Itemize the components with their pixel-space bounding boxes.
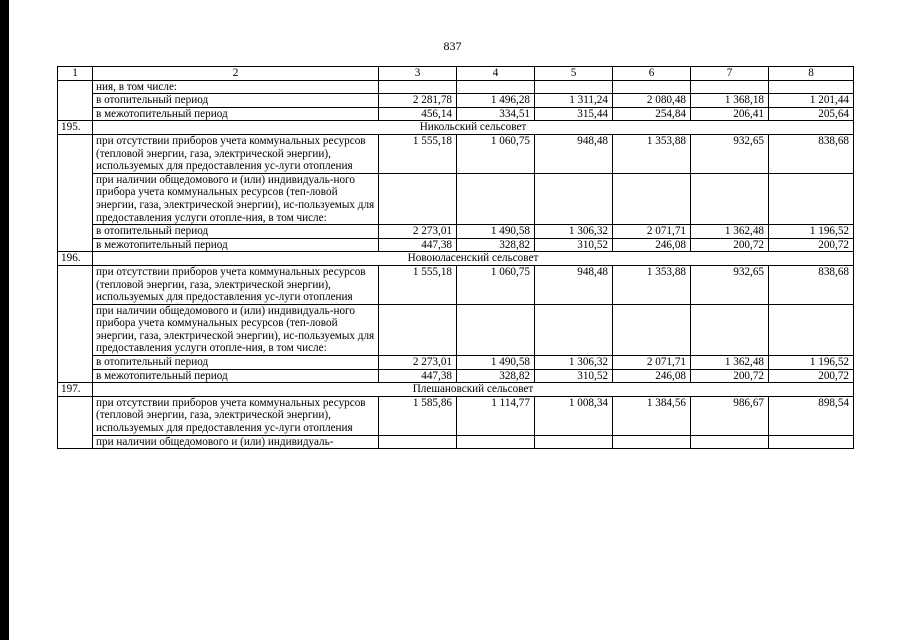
row-description: в межотопительный период <box>93 238 379 252</box>
value-cell <box>457 80 535 94</box>
value-cell <box>613 435 691 449</box>
header-cell: 3 <box>379 67 457 81</box>
value-cell: 206,41 <box>691 107 769 121</box>
value-cell: 1 353,88 <box>613 265 691 304</box>
value-cell <box>379 80 457 94</box>
value-cell <box>457 173 535 224</box>
table-row <box>58 265 854 304</box>
value-cell: 1 060,75 <box>457 265 535 304</box>
value-cell <box>535 80 613 94</box>
value-cell: 1 555,18 <box>379 134 457 173</box>
row-description: ния, в том числе: <box>93 80 379 94</box>
table-row <box>58 396 854 435</box>
value-cell: 200,72 <box>691 238 769 252</box>
header-cell: 7 <box>691 67 769 81</box>
table-row <box>58 134 854 173</box>
value-cell: 1 008,34 <box>535 396 613 435</box>
value-cell <box>379 173 457 224</box>
value-cell: 1 306,32 <box>535 356 613 370</box>
header-cell: 2 <box>93 67 379 81</box>
value-cell: 1 490,58 <box>457 225 535 239</box>
section-title: Новоюласенский сельсовет <box>93 252 854 266</box>
value-cell <box>769 80 854 94</box>
tariff-table <box>57 66 854 449</box>
page-edge-bar <box>0 0 9 640</box>
section-title: Никольский сельсовет <box>93 121 854 135</box>
table-row <box>58 107 854 121</box>
table-row <box>58 225 854 239</box>
row-description: при наличии общедомового и (или) индивидуаль- <box>93 435 379 449</box>
row-description: при наличии общедомового и (или) индивидуаль-ного прибора учета коммунальных ресурсов (теп-ловой энергии, газа, электрической энергии), ис-пользуемых для предоставления услуги отопле-ния, в том числе: <box>93 173 379 224</box>
value-cell <box>769 173 854 224</box>
value-cell <box>613 304 691 355</box>
value-cell: 1 114,77 <box>457 396 535 435</box>
value-cell: 315,44 <box>535 107 613 121</box>
value-cell <box>535 304 613 355</box>
value-cell: 1 353,88 <box>613 134 691 173</box>
header-cell: 6 <box>613 67 691 81</box>
table-row <box>58 435 854 449</box>
section-number: 197. <box>58 383 93 397</box>
value-cell: 2 273,01 <box>379 356 457 370</box>
value-cell: 1 490,58 <box>457 356 535 370</box>
section-number: 196. <box>58 252 93 266</box>
number-column-cell <box>58 265 93 382</box>
row-description: при отсутствии приборов учета коммунальных ресурсов (тепловой энергии, газа, электрической энергии), используемых для предоставления ус-луги отопления <box>93 265 379 304</box>
table-row <box>58 238 854 252</box>
value-cell: 2 071,71 <box>613 225 691 239</box>
row-description: при отсутствии приборов учета коммунальных ресурсов (тепловой энергии, газа, электрической энергии), используемых для предоставления ус-луги отопления <box>93 396 379 435</box>
value-cell <box>691 304 769 355</box>
value-cell <box>613 80 691 94</box>
value-cell <box>613 173 691 224</box>
value-cell: 310,52 <box>535 238 613 252</box>
row-description: в межотопительный период <box>93 369 379 383</box>
section-title: Плешановский сельсовет <box>93 383 854 397</box>
value-cell: 1 555,18 <box>379 265 457 304</box>
value-cell: 948,48 <box>535 134 613 173</box>
table-body <box>58 67 854 449</box>
value-cell <box>457 435 535 449</box>
value-cell <box>379 304 457 355</box>
row-description: при отсутствии приборов учета коммунальных ресурсов (тепловой энергии, газа, электрической энергии), используемых для предоставления ус-луги отопления <box>93 134 379 173</box>
row-description: в отопительный период <box>93 356 379 370</box>
value-cell: 838,68 <box>769 134 854 173</box>
value-cell: 932,65 <box>691 134 769 173</box>
value-cell: 1 368,18 <box>691 94 769 108</box>
value-cell: 948,48 <box>535 265 613 304</box>
header-row <box>58 67 854 81</box>
section-title-row <box>58 383 854 397</box>
value-cell <box>691 173 769 224</box>
page-number: 837 <box>443 39 462 53</box>
value-cell: 334,51 <box>457 107 535 121</box>
value-cell <box>769 304 854 355</box>
row-description: в межотопительный период <box>93 107 379 121</box>
value-cell: 1 201,44 <box>769 94 854 108</box>
value-cell: 838,68 <box>769 265 854 304</box>
value-cell <box>769 435 854 449</box>
row-description: в отопительный период <box>93 94 379 108</box>
number-column-cell <box>58 134 93 251</box>
table-row <box>58 173 854 224</box>
table-row <box>58 304 854 355</box>
value-cell: 447,38 <box>379 369 457 383</box>
value-cell: 1 196,52 <box>769 356 854 370</box>
value-cell: 1 362,48 <box>691 356 769 370</box>
value-cell: 2 071,71 <box>613 356 691 370</box>
value-cell: 456,14 <box>379 107 457 121</box>
value-cell: 1 362,48 <box>691 225 769 239</box>
value-cell: 1 311,24 <box>535 94 613 108</box>
value-cell <box>457 304 535 355</box>
value-cell: 200,72 <box>769 238 854 252</box>
section-number: 195. <box>58 121 93 135</box>
value-cell <box>379 435 457 449</box>
value-cell: 246,08 <box>613 238 691 252</box>
value-cell: 447,38 <box>379 238 457 252</box>
header-cell: 8 <box>769 67 854 81</box>
table-row <box>58 369 854 383</box>
value-cell: 328,82 <box>457 369 535 383</box>
value-cell: 898,54 <box>769 396 854 435</box>
row-description: в отопительный период <box>93 225 379 239</box>
value-cell: 310,52 <box>535 369 613 383</box>
value-cell: 986,67 <box>691 396 769 435</box>
value-cell: 1 585,86 <box>379 396 457 435</box>
value-cell: 254,84 <box>613 107 691 121</box>
value-cell: 205,64 <box>769 107 854 121</box>
section-title-row <box>58 252 854 266</box>
value-cell: 2 281,78 <box>379 94 457 108</box>
value-cell <box>535 173 613 224</box>
table-row <box>58 80 854 94</box>
value-cell: 1 496,28 <box>457 94 535 108</box>
value-cell: 246,08 <box>613 369 691 383</box>
value-cell: 200,72 <box>769 369 854 383</box>
value-cell: 328,82 <box>457 238 535 252</box>
number-column-cell <box>58 396 93 448</box>
value-cell: 200,72 <box>691 369 769 383</box>
value-cell: 1 384,56 <box>613 396 691 435</box>
value-cell: 932,65 <box>691 265 769 304</box>
value-cell: 2 273,01 <box>379 225 457 239</box>
section-title-row <box>58 121 854 135</box>
value-cell: 2 080,48 <box>613 94 691 108</box>
table-row <box>58 94 854 108</box>
header-cell: 4 <box>457 67 535 81</box>
value-cell <box>535 435 613 449</box>
value-cell <box>691 435 769 449</box>
value-cell <box>691 80 769 94</box>
value-cell: 1 060,75 <box>457 134 535 173</box>
value-cell: 1 306,32 <box>535 225 613 239</box>
row-description: при наличии общедомового и (или) индивидуаль-ного прибора учета коммунальных ресурсов (теп-ловой энергии, газа, электрической энергии), ис-пользуемых для предоставления услуги отопле-ния, в том числе: <box>93 304 379 355</box>
value-cell: 1 196,52 <box>769 225 854 239</box>
table-row <box>58 356 854 370</box>
number-column-cell <box>58 80 93 121</box>
header-cell: 5 <box>535 67 613 81</box>
header-cell: 1 <box>58 67 93 81</box>
